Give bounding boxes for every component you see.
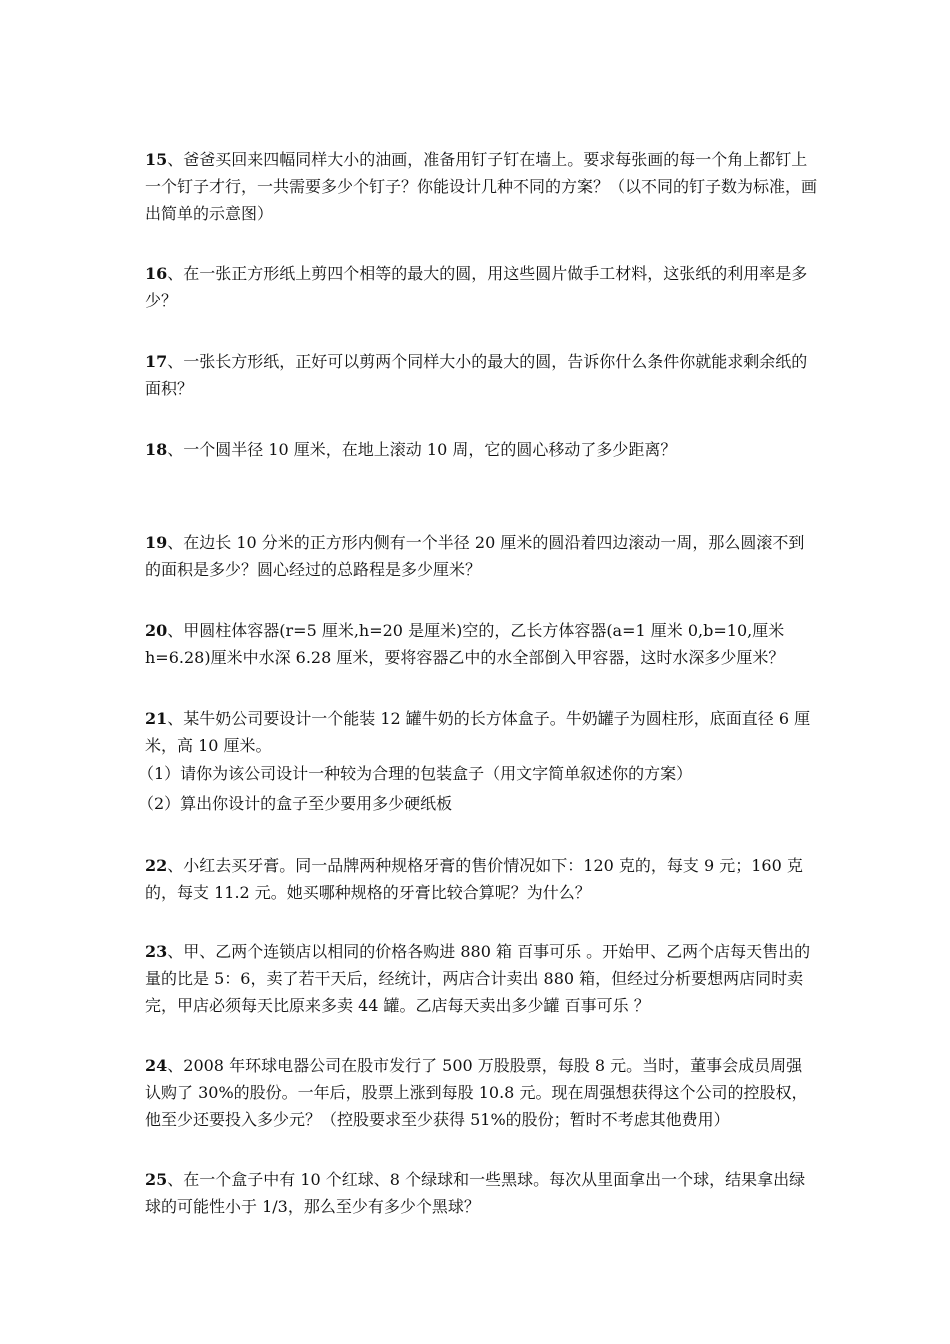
question-24 xyxy=(145,1052,817,1133)
question-number: 24 xyxy=(145,1056,168,1075)
question-text: 、甲圆柱体容器(r=5 厘米,h=20 是厘米)空的，乙长方体容器(a=1 厘米 0,b=10,厘米 h=6.28)厘米中水深 6.28 厘米，要将容器乙中的水全部倒入甲容器，这时水深多少厘米？ xyxy=(145,621,785,667)
question-20 xyxy=(145,617,817,671)
question-25 xyxy=(145,1166,817,1220)
question-number: 22 xyxy=(145,856,168,875)
question-text: 、爸爸买回来四幅同样大小的油画，准备用钉子钉在墙上。要求每张画的每一个角上都钉上一个钉子才行，一共需要多少个钉子？你能设计几种不同的方案？（以不同的钉子数为标准，画出简单的示意图） xyxy=(145,150,818,223)
question-21 xyxy=(145,705,817,759)
question-21-sub-1: （1）请你为该公司设计一种较为合理的包装盒子（用文字简单叙述你的方案） xyxy=(138,764,693,783)
question-23 xyxy=(145,938,817,1019)
question-number: 18 xyxy=(145,440,168,459)
question-19 xyxy=(145,529,817,583)
question-text: 、小红去买牙膏。同一品牌两种规格牙膏的售价情况如下：120 克的，每支 9 元；160 克的，每支 11.2 元。她买哪种规格的牙膏比较合算呢？为什么？ xyxy=(145,856,803,902)
question-17 xyxy=(145,348,817,402)
question-text: 、在一个盒子中有 10 个红球、8 个绿球和一些黑球。每次从里面拿出一个球，结果拿出绿球的可能性小于 1/3，那么至少有多少个黑球？ xyxy=(145,1170,806,1216)
question-21-sub-2: （2）算出你设计的盒子至少要用多少硬纸板 xyxy=(138,794,453,813)
question-text: 、一个圆半径 10 厘米，在地上滚动 10 周，它的圆心移动了多少距离？ xyxy=(167,440,677,459)
question-number: 21 xyxy=(145,709,168,728)
question-number: 23 xyxy=(145,942,168,961)
question-text: 、在一张正方形纸上剪四个相等的最大的圆，用这些圆片做手工材料，这张纸的利用率是多少？ xyxy=(145,264,808,310)
question-text: 、2008 年环球电器公司在股市发行了 500 万股股票，每股 8 元。当时，董事会成员周强认购了 30%的股份。一年后，股票上涨到每股 10.8 元。现在周强想获得这个公司的控股权，他至少还要投入多少元？（控股要求至少获得 51%的股份；暂时不考虑其他费用） xyxy=(145,1056,808,1129)
question-text: 、甲、乙两个连锁店以相同的价格各购进 880 箱 百事可乐 。开始甲、乙两个店每天售出的量的比是 5：6，卖了若干天后，经统计，两店合计卖出 880 箱，但经过分析要想两店同时卖完，甲店必须每天比原来多卖 44 罐。乙店每天卖出多少罐 百事可乐 ？ xyxy=(145,942,811,1015)
question-number: 17 xyxy=(145,352,168,371)
question-number: 19 xyxy=(145,533,168,552)
question-15 xyxy=(145,146,817,227)
question-text: 、某牛奶公司要设计一个能装 12 罐牛奶的长方体盒子。牛奶罐子为圆柱形，底面直径 6 厘米，高 10 厘米。 xyxy=(145,709,811,755)
question-number: 25 xyxy=(145,1170,168,1189)
question-number: 15 xyxy=(145,150,168,169)
question-22 xyxy=(145,852,817,906)
question-16 xyxy=(145,260,817,314)
question-text: 、在边长 10 分米的正方形内侧有一个半径 20 厘米的圆沿着四边滚动一周，那么圆滚不到的面积是多少？圆心经过的总路程是多少厘米？ xyxy=(145,533,805,579)
question-18 xyxy=(145,436,817,463)
question-number: 20 xyxy=(145,621,168,640)
question-text: 、一张长方形纸，正好可以剪两个同样大小的最大的圆，告诉你什么条件你就能求剩余纸的面积？ xyxy=(145,352,808,398)
question-number: 16 xyxy=(145,264,168,283)
